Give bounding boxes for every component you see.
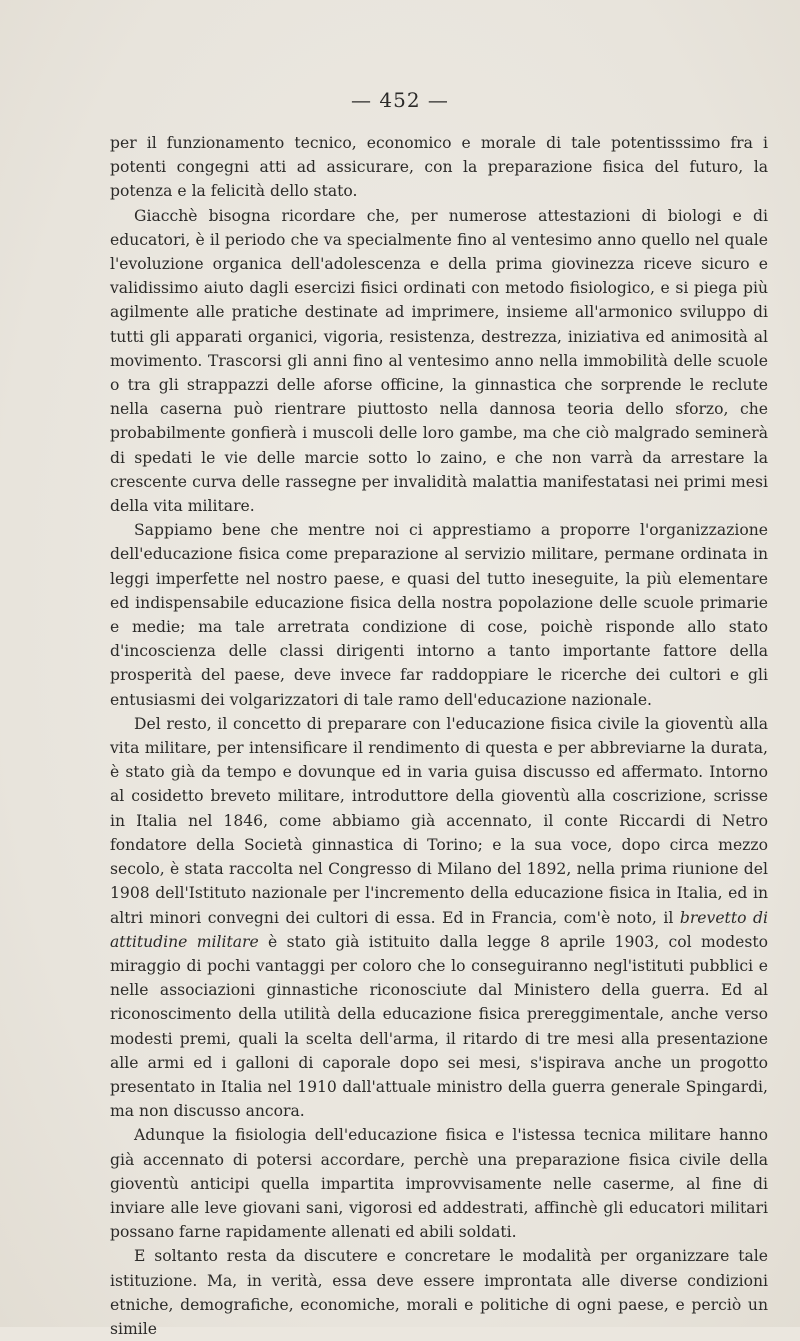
- paragraph-5: Adunque la fisiologia dell'educazione fisica e l'istessa tecnica militare hanno già accennato di potersi accordare, perchè una preparazione fisica civile della gioventù anticipi quella impartita improvvisamente nelle caserme, al fine di inviare alle leve giovani sani, vigorosi ed addestrati, affinchè gli educatori militari possano farne rapidamente allenati ed abili soldati.: [110, 1126, 768, 1242]
- paragraph-4-text-after: è stato già istituito dalla legge 8 aprile 1903, col modesto miraggio di pochi vantaggi per coloro che lo conseguiranno negl'istituti pubblici e nelle associazioni ginnastiche riconosciute dal Ministero della guerra. Ed al riconoscimento della utilità della educazione fisica prereggimentale, anche verso modesti premi, quali la scelta dell'arma, il ritardo di tre mesi alla presentazione alle armi ed i galloni di caporale dopo sei mesi, s'ispirava anche un progotto presentato in Italia nel 1910 dall'attuale ministro della guerra generale Spingardi, ma non discusso ancora.: [110, 932, 769, 1121]
- paragraph-3: Sappiamo bene che mentre noi ci apprestiamo a proporre l'organizzazione dell'educazione fisica come preparazione al servizio militare, permane ordinata in leggi imperfette nel nostro paese, e quasi del tutto ineseguite, la più elementare ed indispensabile educazione fisica della nostra popolazione delle scuole primarie e medie; ma tale arretrata condizione di cose, poichè risponde allo stato d'incoscienza delle classi dirigenti intorno a tanto importante fattore della prosperità del paese, deve invece far raddoppiare le ricerche dei cultori e gli entusiasmi dei volgarizzatori di tale ramo dell'educazione nazionale.: [110, 521, 768, 709]
- body-text: [110, 131, 768, 1341]
- paragraph-4-italic-term: brevetto di attitudine militare: [110, 908, 768, 951]
- paragraph-4: [110, 712, 768, 1123]
- paragraph-2: Giacchè bisogna ricordare che, per numerose attestazioni di biologi e di educatori, è il periodo che va specialmente fino al ventesimo anno quello nel quale l'evoluzione organica dell'adolescenza e della prima giovinezza riceve sicuro e validissimo aiuto dagli esercizi fisici ordinati con metodo fisiologico, e si piega più agilmente alle pratiche destinate ad imprimere, insieme all'armonico sviluppo di tutti gli apparati organici, vigoria, resistenza, destrezza, iniziativa ed animosità al movimento. Trascorsi gli anni fino al ventesimo anno nella immobilità delle scuole o tra gli strappazzi delle aforse officine, la ginnastica che sorprende le reclute nella caserna può rientrare piuttosto nella dannosa teoria dello sforzo, che probabilmente gonfierà i muscoli delle loro gambe, ma che ciò malgrado seminerà di spedati le vie delle marcie sotto lo zaino, e che non varrà da arrestare la crescente curva delle rassegne per invalidità malattia manifestatasi nei primi mesi della vita militare.: [110, 206, 768, 516]
- paragraph-4-text-before: Del resto, il concetto di preparare con l'educazione fisica civile la gioventù alla vita militare, per intensificare il rendimento di questa e per abbreviarne la durata, è stato già da tempo e dovunque ed in varia guisa discusso ed affermato. Intorno al cosidetto breveto militare, introduttore della gioventù alla coscrizione, scrisse in Italia nel 1846, come abbiamo già accennato, il conte Riccardi di Netro fondatore della Società ginnastica di Torino; e la sua voce, dopo circa mezzo secolo, è stata raccolta nel Congresso di Milano del 1892, nella prima riunione del 1908 dell'Istituto nazionale per l'incremento della educazione fisica in Italia, ed in altri minori convegni dei cultori di essa. Ed in Francia, com'è noto, il: [110, 714, 768, 927]
- paragraph-1: per il funzionamento tecnico, economico e morale di tale potentisssimo fra i potenti congegni atti ad assicurare, con la preparazione fisica del futuro, la potenza e la felicità dello stato.: [110, 134, 768, 201]
- page-number: — 452 —: [351, 88, 449, 112]
- paragraph-6: E soltanto resta da discutere e concretare le modalità per organizzare tale istituzione. Ma, in verità, essa deve essere improntata alle diverse condizioni etniche, demografiche, economiche, morali e politiche di ogni paese, e perciò un simile: [110, 1247, 768, 1338]
